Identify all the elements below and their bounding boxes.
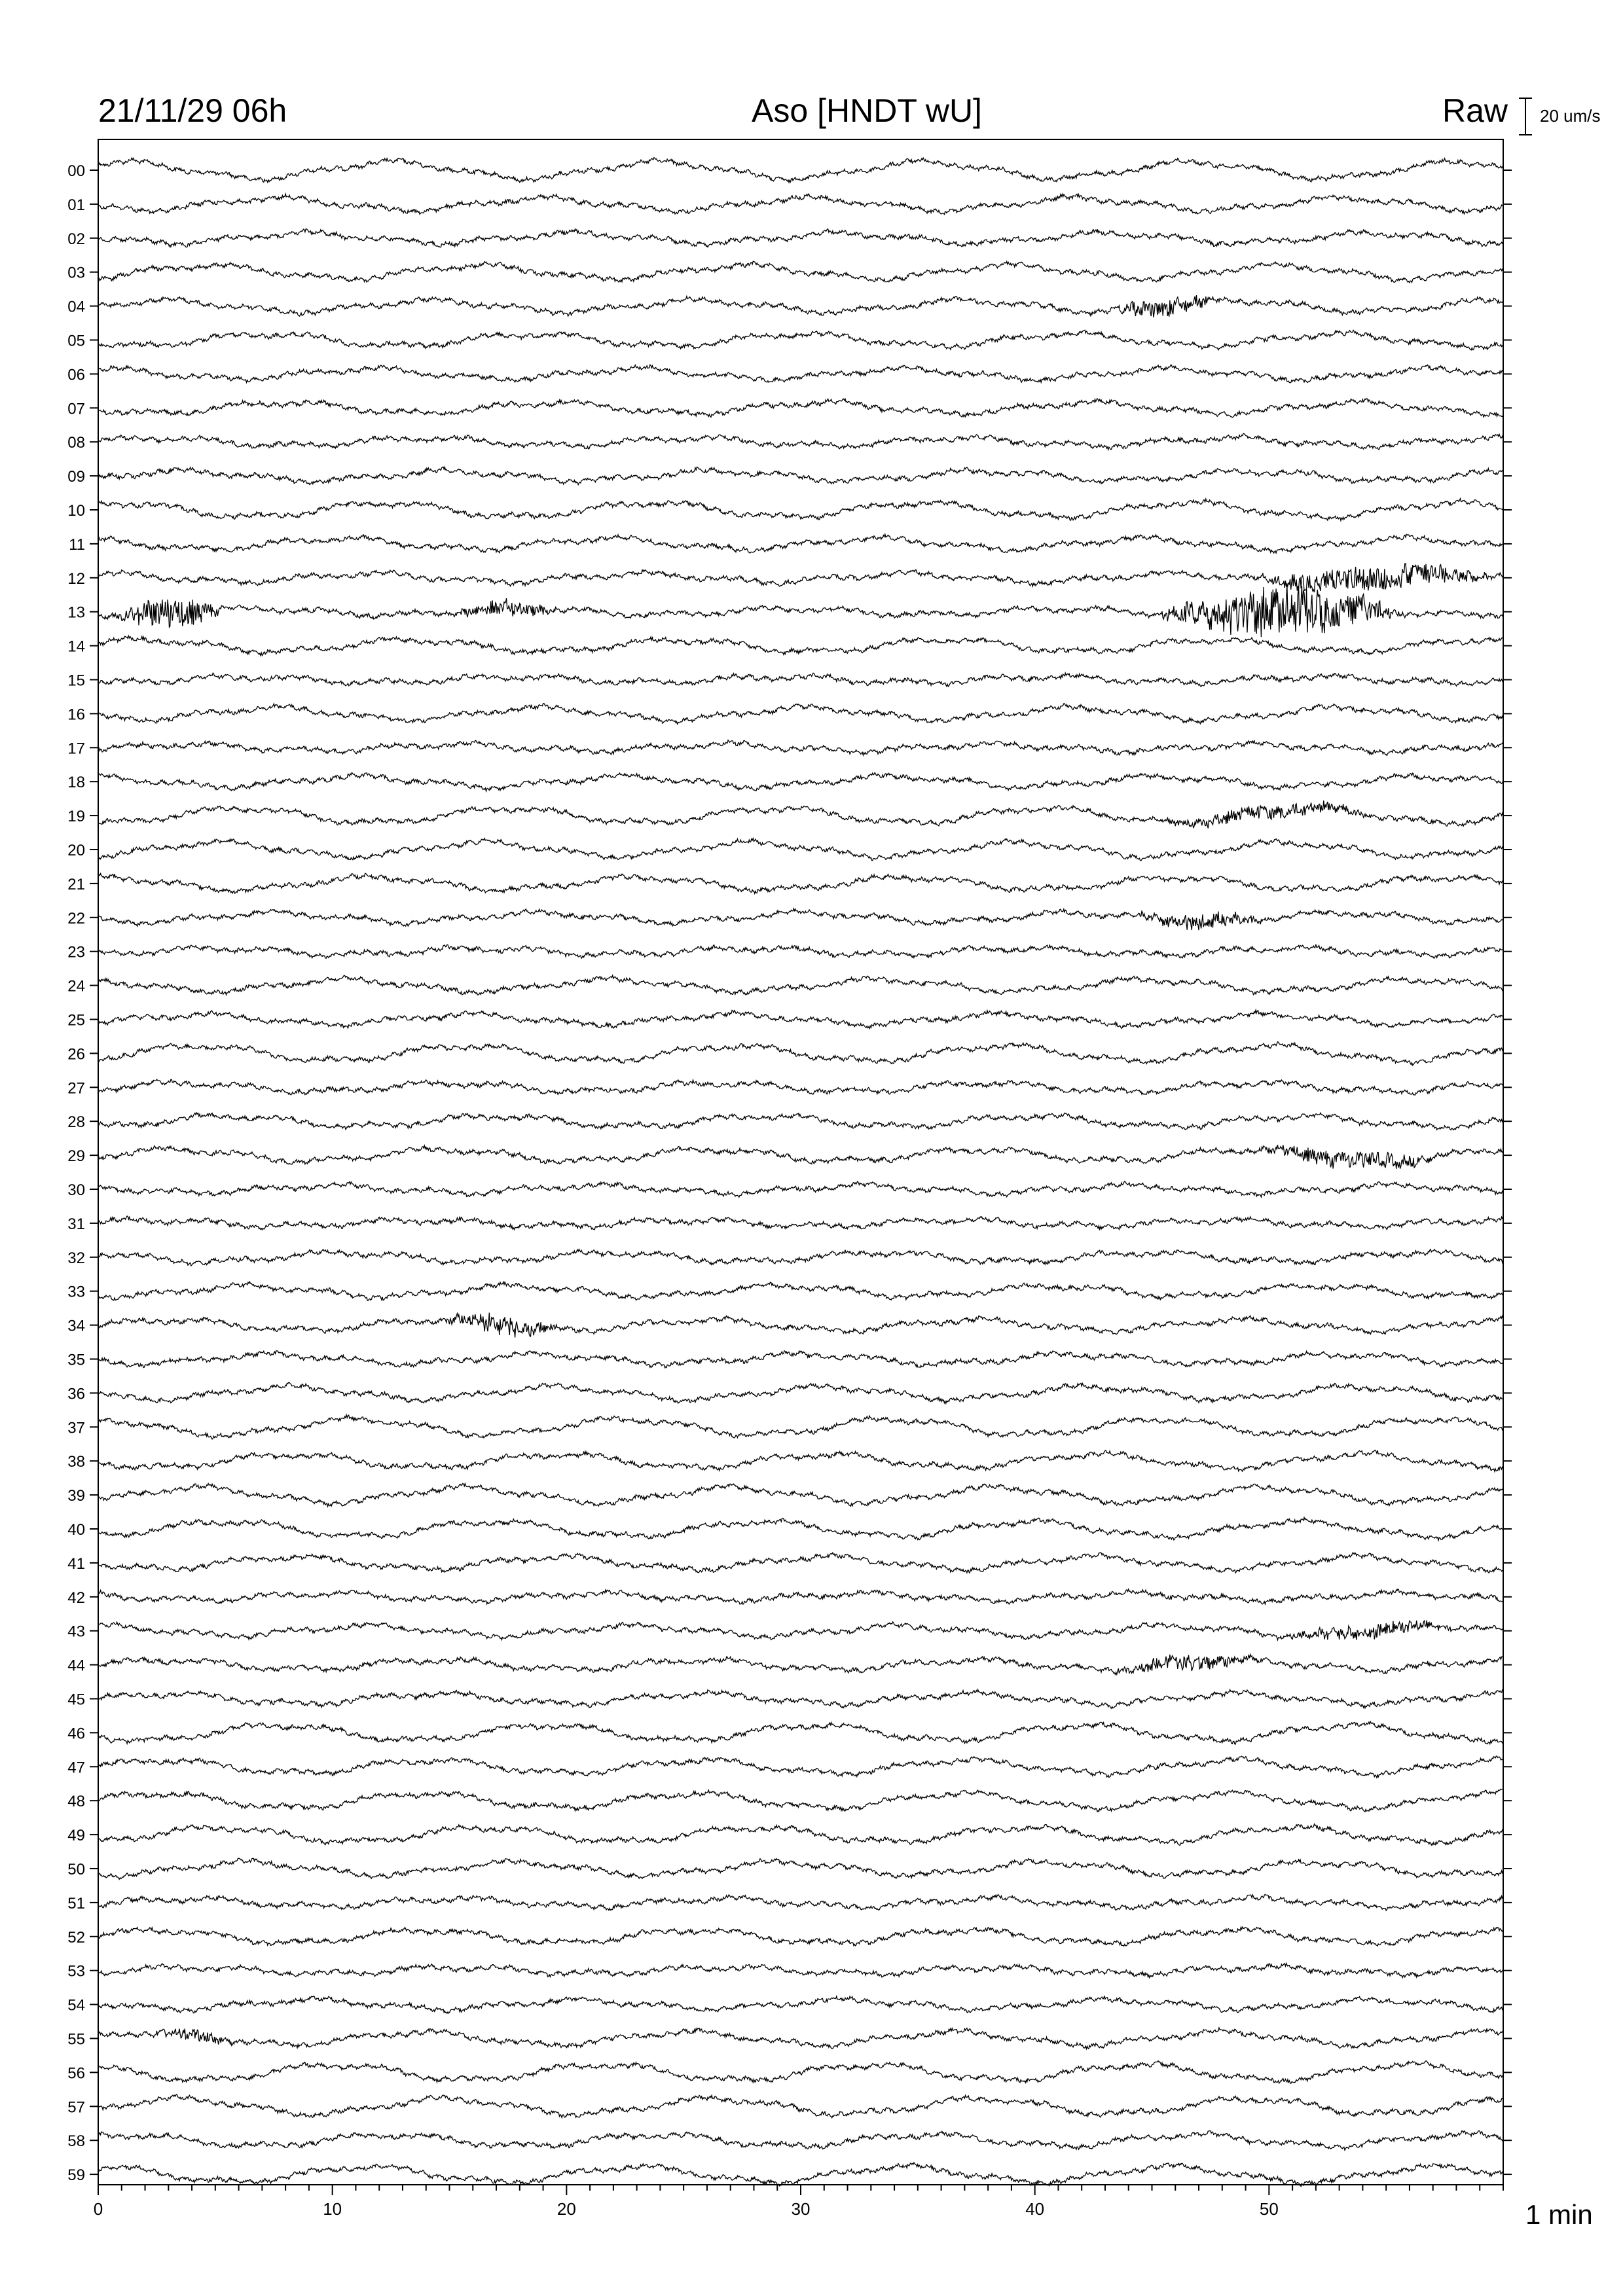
row-label-06: 06 <box>67 366 85 384</box>
chart-station-title: Aso [HNDT wU] <box>752 92 982 129</box>
row-label-35: 35 <box>67 1351 85 1369</box>
trace-row-19 <box>98 800 1503 828</box>
trace-row-21 <box>98 873 1503 893</box>
row-label-18: 18 <box>67 774 85 792</box>
trace-row-35 <box>98 1351 1503 1368</box>
x-tick-label-30: 30 <box>791 2199 811 2219</box>
row-label-23: 23 <box>67 943 85 961</box>
trace-row-05 <box>98 330 1503 350</box>
trace-row-27 <box>98 1079 1503 1095</box>
trace-row-02 <box>98 229 1503 247</box>
trace-row-08 <box>98 434 1503 450</box>
row-label-51: 51 <box>67 1894 85 1912</box>
x-axis-unit-label: 1 min <box>1525 2199 1593 2230</box>
row-label-27: 27 <box>67 1079 85 1098</box>
trace-row-45 <box>98 1689 1503 1708</box>
row-label-43: 43 <box>67 1623 85 1641</box>
row-label-42: 42 <box>67 1588 85 1607</box>
x-tick-label-50: 50 <box>1259 2199 1279 2219</box>
trace-row-20 <box>98 838 1503 861</box>
trace-row-53 <box>98 1964 1503 1978</box>
row-label-55: 55 <box>67 2030 85 2049</box>
row-label-07: 07 <box>67 400 85 418</box>
row-label-29: 29 <box>67 1147 85 1166</box>
row-label-09: 09 <box>67 468 85 486</box>
trace-row-49 <box>98 1824 1503 1845</box>
row-label-31: 31 <box>67 1215 85 1233</box>
row-label-20: 20 <box>67 842 85 859</box>
row-label-28: 28 <box>67 1113 85 1132</box>
row-label-47: 47 <box>67 1759 85 1777</box>
x-axis <box>94 2185 1503 2219</box>
trace-row-41 <box>98 1552 1503 1573</box>
row-label-17: 17 <box>67 740 85 758</box>
trace-row-57 <box>98 2094 1503 2118</box>
row-label-40: 40 <box>67 1521 85 1539</box>
trace-row-12 <box>98 564 1503 592</box>
trace-row-24 <box>98 975 1503 995</box>
row-label-34: 34 <box>67 1317 85 1335</box>
chart-datetime: 21/11/29 06h <box>98 92 287 129</box>
row-label-19: 19 <box>67 808 85 826</box>
trace-row-14 <box>98 636 1503 656</box>
row-label-36: 36 <box>67 1385 85 1403</box>
row-label-10: 10 <box>67 502 85 520</box>
row-label-03: 03 <box>67 264 85 282</box>
trace-row-50 <box>98 1858 1503 1879</box>
row-label-02: 02 <box>67 230 85 248</box>
x-tick-label-0: 0 <box>93 2199 103 2219</box>
row-label-16: 16 <box>67 706 85 724</box>
row-label-41: 41 <box>67 1554 85 1573</box>
row-label-49: 49 <box>67 1827 85 1845</box>
row-tick-group <box>67 162 1512 2184</box>
trace-row-39 <box>98 1484 1503 1507</box>
trace-row-48 <box>98 1789 1503 1812</box>
trace-row-25 <box>98 1010 1503 1028</box>
trace-row-17 <box>98 740 1503 756</box>
trace-row-33 <box>98 1282 1503 1300</box>
row-label-58: 58 <box>67 2132 85 2151</box>
trace-row-15 <box>98 673 1503 687</box>
row-label-32: 32 <box>67 1249 85 1267</box>
trace-row-03 <box>98 261 1503 283</box>
trace-row-07 <box>98 399 1503 418</box>
trace-row-55 <box>98 2028 1503 2049</box>
row-label-21: 21 <box>67 875 85 893</box>
trace-row-42 <box>98 1589 1503 1604</box>
x-tick-label-40: 40 <box>1025 2199 1045 2219</box>
trace-row-10 <box>98 499 1503 521</box>
trace-row-36 <box>98 1382 1503 1403</box>
row-label-11: 11 <box>69 535 85 554</box>
trace-row-06 <box>98 365 1503 382</box>
row-label-48: 48 <box>67 1793 85 1811</box>
amplitude-scale-label: 20 um/s <box>1540 106 1601 126</box>
row-label-38: 38 <box>67 1453 85 1471</box>
row-label-59: 59 <box>67 2166 85 2185</box>
trace-row-37 <box>98 1415 1503 1439</box>
row-label-04: 04 <box>67 298 85 316</box>
trace-row-32 <box>98 1249 1503 1266</box>
trace-row-18 <box>98 772 1503 791</box>
row-label-14: 14 <box>67 637 85 656</box>
row-label-13: 13 <box>67 603 85 622</box>
trace-row-16 <box>98 704 1503 725</box>
trace-row-30 <box>98 1181 1503 1197</box>
x-tick-label-20: 20 <box>556 2199 576 2219</box>
chart-mode-label: Raw <box>1442 92 1508 129</box>
trace-row-00 <box>98 158 1503 183</box>
trace-row-51 <box>98 1894 1503 1910</box>
trace-row-22 <box>98 908 1503 930</box>
row-label-05: 05 <box>67 332 85 350</box>
trace-row-38 <box>98 1450 1503 1472</box>
trace-row-46 <box>98 1722 1503 1745</box>
trace-row-28 <box>98 1113 1503 1130</box>
amplitude-scale-bar <box>1519 98 1532 135</box>
row-label-54: 54 <box>67 1996 85 2015</box>
trace-row-43 <box>98 1621 1503 1640</box>
row-label-56: 56 <box>67 2064 85 2083</box>
trace-row-26 <box>98 1042 1503 1066</box>
row-label-52: 52 <box>67 1928 85 1946</box>
x-tick-label-10: 10 <box>323 2199 342 2219</box>
trace-row-47 <box>98 1756 1503 1778</box>
trace-row-58 <box>98 2131 1503 2151</box>
trace-row-56 <box>98 2061 1503 2084</box>
trace-row-34 <box>98 1313 1503 1338</box>
row-label-53: 53 <box>67 1962 85 1981</box>
trace-row-54 <box>98 1996 1503 2013</box>
trace-row-09 <box>98 467 1503 485</box>
row-label-25: 25 <box>67 1011 85 1030</box>
trace-row-52 <box>98 1927 1503 1946</box>
trace-row-31 <box>98 1216 1503 1230</box>
row-label-45: 45 <box>67 1691 85 1709</box>
row-label-00: 00 <box>67 162 85 180</box>
row-label-44: 44 <box>67 1657 85 1675</box>
row-label-12: 12 <box>67 569 85 588</box>
row-label-01: 01 <box>67 196 85 214</box>
trace-row-11 <box>98 534 1503 553</box>
trace-row-01 <box>98 194 1503 214</box>
row-label-39: 39 <box>67 1487 85 1505</box>
row-label-57: 57 <box>67 2098 85 2117</box>
row-label-30: 30 <box>67 1181 85 1199</box>
row-label-26: 26 <box>67 1045 85 1064</box>
row-label-22: 22 <box>67 909 85 927</box>
trace-row-04 <box>98 295 1503 317</box>
trace-row-29 <box>98 1145 1503 1169</box>
row-label-15: 15 <box>67 672 85 690</box>
trace-row-13 <box>98 583 1503 637</box>
row-label-08: 08 <box>67 434 85 452</box>
row-label-50: 50 <box>67 1861 85 1878</box>
row-label-33: 33 <box>67 1283 85 1301</box>
trace-row-23 <box>98 944 1503 958</box>
trace-row-44 <box>98 1655 1503 1675</box>
trace-row-40 <box>98 1518 1503 1541</box>
trace-group <box>98 158 1503 2187</box>
trace-row-59 <box>98 2162 1503 2186</box>
row-label-46: 46 <box>67 1725 85 1743</box>
row-label-37: 37 <box>67 1419 85 1437</box>
row-label-24: 24 <box>67 977 85 996</box>
